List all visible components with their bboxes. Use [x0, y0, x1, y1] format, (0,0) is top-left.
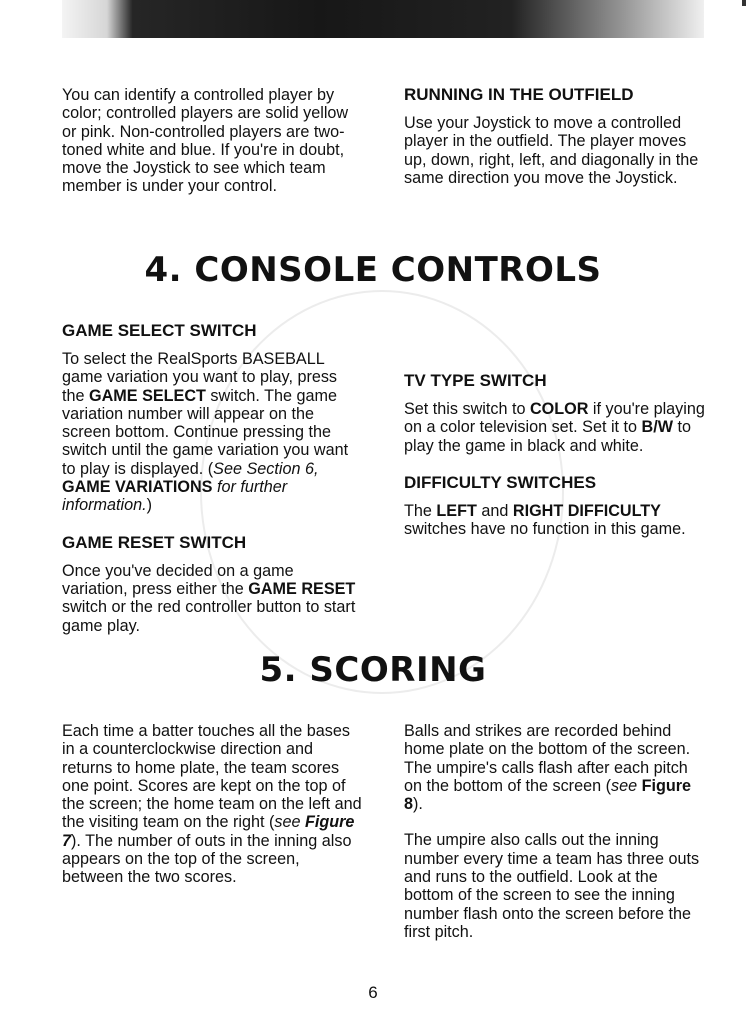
game-reset-heading: GAME RESET SWITCH	[62, 532, 247, 552]
game-reset-paragraph: Once you've decided on a game variation, press either the GAME RESET switch or the red controller button to start game play.	[62, 561, 356, 635]
intro-left-column	[62, 86, 362, 196]
difficulty-paragraph: The LEFT and RIGHT DIFFICULTY switches have no function in this game.	[404, 501, 686, 539]
scoring-title: 5. SCORING	[259, 650, 487, 690]
difficulty-heading: DIFFICULTY SWITCHES	[404, 472, 597, 492]
outfield-paragraph: Use your Joystick to move a controlled player in the outfield. The player moves up, down, right, left, and diagonally in the same direction you move the Joystick.	[404, 114, 699, 187]
edge-mark	[742, 0, 746, 6]
console-left-column	[62, 321, 362, 635]
scoring-paragraph-3: The umpire also calls out the inning number every time a team has three outs and runs to the outfield. Look at the bottom of the screen to see the inning number flash onto the screen before the first pitch.	[404, 831, 700, 941]
scoring-paragraph-2: Balls and strikes are recorded behind home plate on the bottom of the screen. The umpire's calls flash after each pitch on the bottom of the screen (see Figure 8).	[404, 722, 692, 814]
outfield-heading: RUNNING IN THE OUTFIELD	[404, 85, 634, 104]
intro-paragraph: You can identify a controlled player by color; controlled players are solid yellow or pink. Non-controlled players are two-toned white and blue. If you're in doubt, move the Joystick to see which team member is under your control.	[62, 86, 349, 196]
scoring-left-column	[62, 722, 362, 887]
game-select-paragraph: To select the RealSports BASEBALL game variation you want to play, press the GAME SELECT switch. The game variation number will appear on the screen bottom. Continue pressing the switch until the game variation you want to play is displayed. (See Section 6, GAME VARIATIONS for further information.)	[62, 350, 349, 515]
game-select-heading: GAME SELECT SWITCH	[62, 321, 257, 340]
scoring-right-column	[404, 722, 706, 941]
console-right-column	[404, 371, 706, 538]
tv-type-paragraph: Set this switch to COLOR if you're playing on a color television set. Set it to B/W to play the game in black and white.	[404, 400, 705, 455]
scoring-paragraph-1: Each time a batter touches all the bases in a counterclockwise direction and returns to home plate, the team scores one point. Scores are kept on the top of the screen; the home team on the left and the visiting team on the right (see Figure 7). The number of outs in the inning also appears on the top of the screen, between the two scores.	[62, 722, 362, 887]
header-bar	[62, 0, 704, 38]
intro-right-column	[404, 85, 706, 187]
page-number: 6	[368, 983, 378, 1002]
tv-type-heading: TV TYPE SWITCH	[404, 371, 547, 390]
console-controls-title: 4. CONSOLE CONTROLS	[144, 250, 602, 290]
